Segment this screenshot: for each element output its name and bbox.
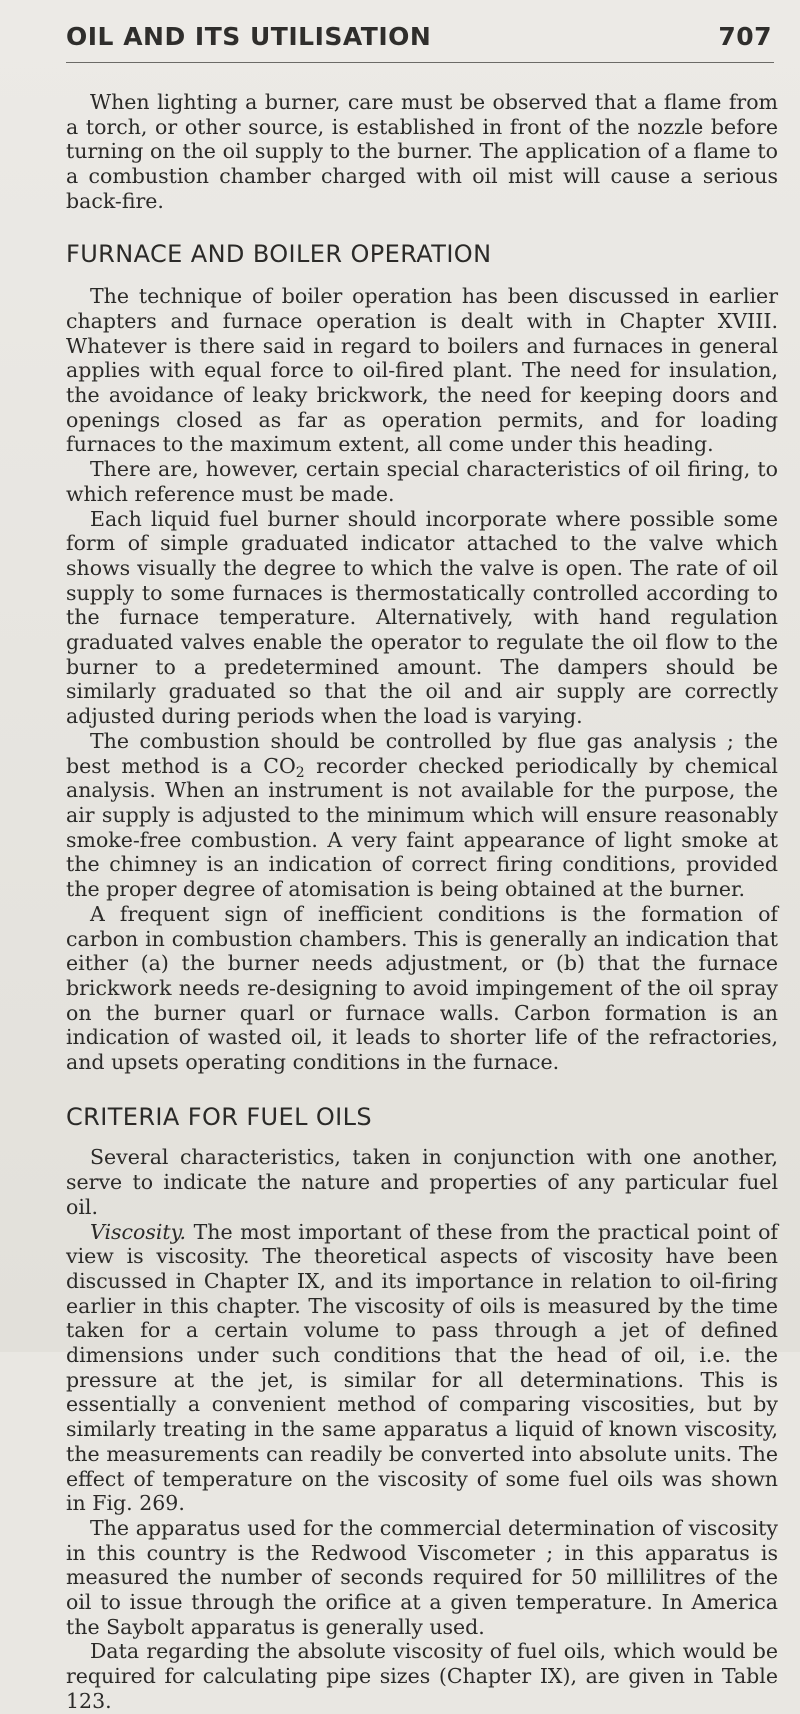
paragraph-viscosity-data: Data regarding the absolute viscosity of fuel oils, which would be required for calculating pipe sizes (Chapter IX), are given in Table 123.: [66, 1639, 778, 1713]
paragraph-characteristics: Several characteristics, taken in conjunction with one another, serve to indicate the nature and properties of any particular fuel oil.: [66, 1145, 778, 1219]
paragraph-combustion-control: [66, 729, 778, 902]
viscosity-run-in-heading: Viscosity.: [90, 1219, 187, 1244]
paragraph-viscosity: [66, 1220, 778, 1516]
co2-subscript: 2: [295, 764, 305, 781]
header-rule: [66, 62, 774, 63]
running-title: OIL AND ITS UTILISATION: [66, 21, 432, 51]
section-heading-furnace-boiler: FURNACE AND BOILER OPERATION: [66, 239, 492, 268]
paragraph-special-characteristics: There are, however, certain special characteristics of oil firing, to which reference must be made.: [66, 457, 778, 506]
combustion-text-end: recorder checked periodically by chemical analysis. When an instrument is not available for the purpose, the air supply is adjusted to the minimum which will ensure reasonably smoke-free combustion. A very faint appearance of light smoke at the chimney is an indication of correct firing conditions, provided the proper degree of atomisation is being obtained at the burner.: [66, 753, 778, 902]
combustion-text-start: The combustion should be controlled by flue gas analysis ; the best method is a CO: [66, 728, 778, 778]
page-number: 707: [718, 21, 772, 51]
paragraph-redwood-viscometer: The apparatus used for the commercial determination of viscosity in this country is the Redwood Viscometer ; in this apparatus is measured the number of seconds required for 50 millilitres of the oil to issue through the orifice at a given temperature. In America the Saybolt apparatus is generally used.: [66, 1515, 778, 1639]
paragraph-boiler-technique: The technique of boiler operation has been discussed in earlier chapters and furnace operation is dealt with in Chapter XVIII. Whatever is there said in regard to boilers and furnaces in general applies with equal force to oil-fired plant. The need for insulation, the avoidance of leaky brickwork, the need for keeping doors and openings closed as far as operation permits, and for loading furnaces to the maximum extent, all come under this heading.: [66, 284, 778, 457]
viscosity-text: The most important of these from the practical point of view is viscosity. The theoretical aspects of viscosity have been discussed in Chapter IX, and its importance in relation to oil-firing earlier in this chapter. The viscosity of oils is measured by the time taken for a certain volume to pass through a jet of defined dimensions under such conditions that the head of oil, i.e. the pressure at the jet, is similar for all determinations. This is essentially a convenient method of comparing viscosities, but by similarly treating in the same apparatus a liquid of known viscosity, the measurements can readily be converted into absolute units. The effect of temperature on the viscosity of some fuel oils was shown in Fig. 269.: [66, 1219, 778, 1516]
page-body: [66, 90, 778, 1714]
paragraph-lighting-burner: When lighting a burner, care must be observed that a flame from a torch, or other source, is established in front of the nozzle before turning on the oil supply to the burner. The application of a flame to a combustion chamber charged with oil mist will cause a serious back-fire.: [66, 90, 778, 213]
section-heading-criteria: CRITERIA FOR FUEL OILS: [66, 1102, 373, 1131]
running-head: [66, 14, 772, 58]
paragraph-burner-indicator: Each liquid fuel burner should incorporate where possible some form of simple graduated indicator attached to the valve which shows visually the degree to which the valve is open. The rate of oil supply to some furnaces is thermostatically controlled according to the furnace temperature. Alternatively, with hand regulation graduated valves enable the operator to regulate the oil flow to the burner to a predetermined amount. The dampers should be similarly graduated so that the oil and air supply are correctly adjusted during periods when the load is varying.: [66, 506, 778, 729]
paragraph-carbon-formation: A frequent sign of inefficient conditions is the formation of carbon in combustion chambers. This is generally an indication that either (a) the burner needs adjustment, or (b) that the furnace brickwork needs re-designing to avoid impingement of the oil spray on the burner quarl or furnace walls. Carbon formation is an indication of wasted oil, it leads to shorter life of the refractories, and upsets operating conditions in the furnace.: [66, 901, 778, 1075]
